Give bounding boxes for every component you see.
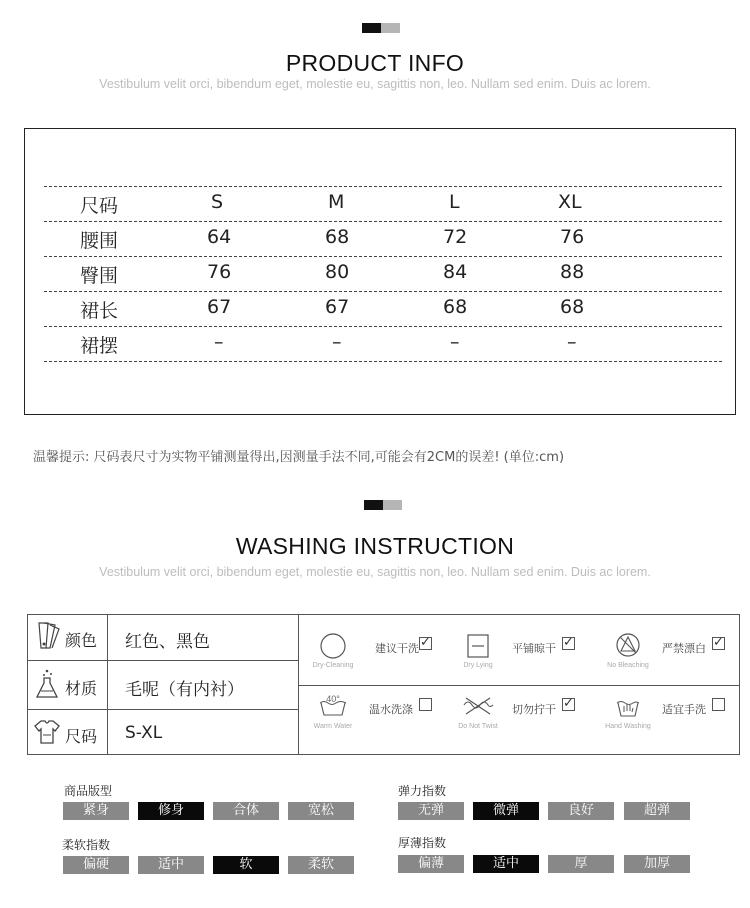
washing-subtitle: Vestibulum velit orci, bibendum eget, molestie eu, sagittis non, leo. Nullam sed enim. Duis ac lorem. <box>99 565 651 579</box>
table-cell: 76 <box>207 261 232 283</box>
table-row-label: 裙长 <box>80 300 119 322</box>
index-title-elasticity: 弹力指数 <box>398 784 447 798</box>
table-divider <box>44 256 722 257</box>
attribute-value: 红色、黑色 <box>125 632 210 652</box>
care-caption: No Bleaching <box>607 662 649 669</box>
care-checkbox <box>419 698 432 711</box>
table-row-label: 腰围 <box>80 230 119 252</box>
care-dry-cleaning <box>305 632 445 682</box>
attribute-value: 毛呢（有内衬） <box>125 680 244 700</box>
index-title-fit: 商品版型 <box>64 784 113 798</box>
table-divider <box>44 186 722 187</box>
attribute-row-size <box>27 710 299 756</box>
index-option: 柔软 <box>288 856 354 874</box>
care-label: 严禁漂白 <box>662 642 706 655</box>
care-label: 切勿拧干 <box>512 703 556 716</box>
table-row-label: 尺码 <box>80 195 119 217</box>
care-caption: Dry Lying <box>463 662 493 669</box>
index-option: 偏硬 <box>63 856 129 874</box>
care-do-not-twist <box>450 693 590 743</box>
table-cell: 67 <box>325 296 350 318</box>
table-cell: 68 <box>560 296 585 318</box>
index-option: 宽松 <box>288 802 354 820</box>
care-caption: Warm Water <box>313 723 353 730</box>
table-cell: L <box>449 191 460 213</box>
product-info-title: PRODUCT INFO <box>285 50 465 76</box>
table-cell: S <box>211 191 224 213</box>
table-divider <box>44 326 722 327</box>
care-caption: Do Not Twist <box>458 723 498 730</box>
index-option: 超弹 <box>624 802 690 820</box>
care-checkbox: ✓ <box>713 635 724 650</box>
table-cell: 67 <box>207 296 232 318</box>
care-label: 平铺晾干 <box>512 642 556 655</box>
attribute-value: S-XL <box>125 723 163 743</box>
care-label: 温水洗涤 <box>369 703 413 716</box>
table-divider <box>44 291 722 292</box>
care-hand-washing <box>600 693 740 743</box>
table-cell: – <box>567 331 577 353</box>
table-cell: 84 <box>443 261 468 283</box>
care-label: 建议干洗 <box>375 642 419 655</box>
index-option: 无弹 <box>398 802 464 820</box>
care-caption: Dry-Cleaning <box>312 662 354 669</box>
warm-water-temp: 40° <box>326 694 340 704</box>
size-shirt-icon <box>33 718 61 746</box>
table-cell: 68 <box>443 296 468 318</box>
table-cell: 68 <box>325 226 350 248</box>
hand-washing-icon <box>600 693 656 737</box>
do-not-twist-icon <box>450 693 506 737</box>
index-option-selected: 微弹 <box>473 802 539 820</box>
color-swatch-icon <box>35 620 61 652</box>
table-divider <box>44 221 722 222</box>
care-dry-lying <box>450 632 590 682</box>
index-option: 偏薄 <box>398 855 464 873</box>
table-cell: M <box>328 191 345 213</box>
index-option: 合体 <box>213 802 279 820</box>
table-row-label: 裙摆 <box>80 335 119 357</box>
care-checkbox: ✓ <box>563 696 574 711</box>
measurement-note: 温馨提示: 尺码表尺寸为实物平铺测量得出,因测量手法不同,可能会有2CM的误差! (单位:cm) <box>33 450 565 465</box>
table-cell: – <box>450 331 460 353</box>
index-option-selected: 适中 <box>473 855 539 873</box>
index-option: 紧身 <box>63 802 129 820</box>
dry-cleaning-icon <box>305 632 361 676</box>
no-bleaching-icon <box>600 632 656 676</box>
care-checkbox <box>712 698 725 711</box>
table-divider <box>44 361 722 362</box>
attribute-label: 尺码 <box>65 727 98 746</box>
material-bottle-icon <box>33 668 61 702</box>
index-title-softness: 柔软指数 <box>62 838 111 852</box>
attribute-label: 颜色 <box>65 631 98 650</box>
attribute-row-material <box>27 662 299 708</box>
index-option: 良好 <box>548 802 614 820</box>
warm-water-icon <box>305 693 361 737</box>
index-option: 加厚 <box>624 855 690 873</box>
table-cell: 76 <box>560 226 585 248</box>
section-divider-mark <box>364 500 402 510</box>
index-option: 适中 <box>138 856 204 874</box>
care-label: 适宜手洗 <box>662 703 706 716</box>
index-title-thickness: 厚薄指数 <box>398 836 447 850</box>
table-cell: – <box>214 331 224 353</box>
panel-divider <box>298 685 740 686</box>
index-option-selected: 修身 <box>138 802 204 820</box>
care-checkbox: ✓ <box>563 635 574 650</box>
section-divider-mark <box>362 23 400 33</box>
washing-title: WASHING INSTRUCTION <box>235 533 515 559</box>
table-cell: 72 <box>443 226 468 248</box>
attribute-label: 材质 <box>65 679 98 698</box>
table-cell: 64 <box>207 226 232 248</box>
table-cell: 88 <box>560 261 585 283</box>
table-cell: – <box>332 331 342 353</box>
care-checkbox: ✓ <box>420 635 431 650</box>
index-option: 厚 <box>548 855 614 873</box>
attribute-row-color <box>27 614 299 660</box>
care-caption: Hand Washing <box>605 723 651 730</box>
table-row-label: 臀围 <box>80 265 119 287</box>
size-table-frame <box>24 128 736 415</box>
dry-lying-icon <box>450 632 506 676</box>
care-warm-water <box>305 693 445 743</box>
product-info-subtitle: Vestibulum velit orci, bibendum eget, molestie eu, sagittis non, leo. Nullam sed enim. Duis ac lorem. <box>99 77 651 91</box>
table-cell: 80 <box>325 261 350 283</box>
care-no-bleaching <box>600 632 740 682</box>
panel-divider <box>27 660 299 661</box>
index-option-selected: 软 <box>213 856 279 874</box>
table-cell: XL <box>558 191 582 213</box>
